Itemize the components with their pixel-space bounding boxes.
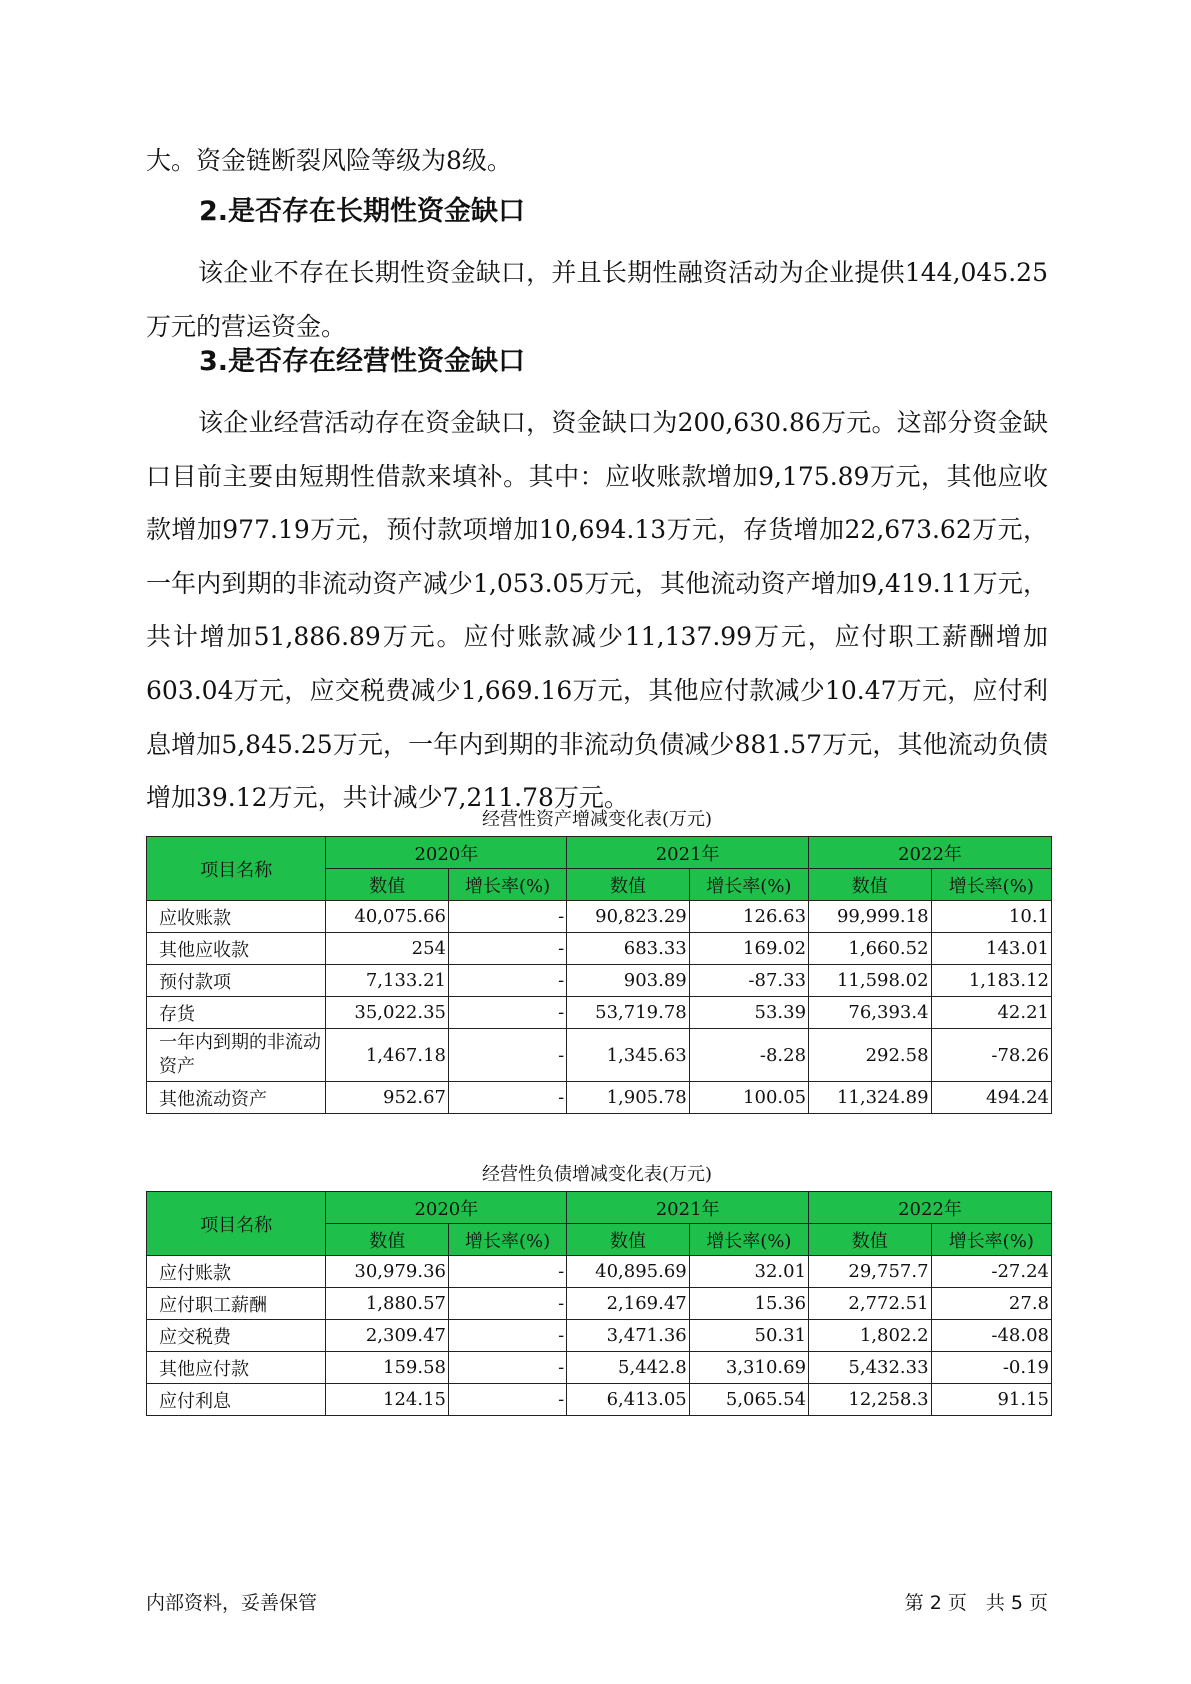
- growth-rate-cell: 91.15: [931, 1384, 1051, 1416]
- growth-rate-cell: 32.01: [689, 1256, 808, 1288]
- growth-rate-cell: 50.31: [689, 1320, 808, 1352]
- value-cell: 7,133.21: [326, 965, 449, 997]
- liability-table-caption: 经营性负债增减变化表(万元): [481, 1164, 713, 1185]
- growth-rate-cell: -: [449, 1384, 567, 1416]
- header-value: 数值: [326, 869, 449, 901]
- value-cell: 1,467.18: [326, 1029, 449, 1082]
- header-value: 数值: [809, 1224, 932, 1256]
- header-growth: 增长率(%): [449, 869, 567, 901]
- header-year: 2021年: [567, 837, 809, 869]
- header-year: 2020年: [326, 1192, 567, 1224]
- growth-rate-cell: 494.24: [931, 1082, 1051, 1114]
- table-row: [147, 933, 1052, 965]
- row-item-name: 一年内到期的非流动资产: [147, 1029, 326, 1082]
- value-cell: 159.58: [326, 1352, 449, 1384]
- footer-confidential-note: 内部资料，妥善保管: [146, 1592, 318, 1614]
- header-item-name: 项目名称: [147, 1192, 326, 1256]
- growth-rate-cell: -27.24: [931, 1256, 1051, 1288]
- value-cell: 40,075.66: [326, 901, 449, 933]
- value-cell: 5,442.8: [567, 1352, 690, 1384]
- header-value: 数值: [809, 869, 932, 901]
- row-item-name: 其他应付款: [147, 1352, 326, 1384]
- row-item-name: 存货: [147, 997, 326, 1029]
- growth-rate-cell: -78.26: [931, 1029, 1051, 1082]
- value-cell: 1,802.2: [809, 1320, 932, 1352]
- value-cell: 99,999.18: [809, 901, 932, 933]
- header-item-name: 项目名称: [147, 837, 326, 901]
- value-cell: 2,309.47: [326, 1320, 449, 1352]
- value-cell: 952.67: [326, 1082, 449, 1114]
- row-item-name: 预付款项: [147, 965, 326, 997]
- growth-rate-cell: -: [449, 997, 567, 1029]
- value-cell: 254: [326, 933, 449, 965]
- value-cell: 124.15: [326, 1384, 449, 1416]
- value-cell: 903.89: [567, 965, 690, 997]
- header-year: 2020年: [326, 837, 567, 869]
- header-growth: 增长率(%): [689, 869, 808, 901]
- growth-rate-cell: 3,310.69: [689, 1352, 808, 1384]
- header-year: 2021年: [567, 1192, 809, 1224]
- table-row: [147, 1320, 1052, 1352]
- value-cell: 35,022.35: [326, 997, 449, 1029]
- table-row: [147, 1256, 1052, 1288]
- growth-rate-cell: -: [449, 901, 567, 933]
- growth-rate-cell: 100.05: [689, 1082, 808, 1114]
- value-cell: 2,169.47: [567, 1288, 690, 1320]
- growth-rate-cell: -: [449, 1288, 567, 1320]
- growth-rate-cell: -: [449, 1082, 567, 1114]
- row-item-name: 应付利息: [147, 1384, 326, 1416]
- row-item-name: 应收账款: [147, 901, 326, 933]
- header-growth: 增长率(%): [931, 869, 1051, 901]
- paragraph-operating-gap: 该企业经营活动存在资金缺口，资金缺口为200,630.86万元。这部分资金缺口目前主要由短期性借款来填补。其中：应收账款增加9,175.89万元，其他应收款增加977.19万元，预付款项增加10,694.13万元，存货增加22,673.62万元，一年内到期的非流动资产减少1,053.05万元，其他流动资产增加9,419.11万元，共计增加51,886.89万元。应付账款减少11,137.99万元，应付职工薪酬增加603.04万元，应交税费减少1,669.16万元，其他应付款减少10.47万元，应付利息增加5,845.25万元，一年内到期的非流动负债减少881.57万元，其他流动负债增加39.12万元，共计减少7,211.78万元。: [146, 408, 1048, 813]
- header-growth: 增长率(%): [931, 1224, 1051, 1256]
- table-header-row: [147, 1192, 1052, 1224]
- table-row: [147, 1288, 1052, 1320]
- row-item-name: 应付账款: [147, 1256, 326, 1288]
- value-cell: 40,895.69: [567, 1256, 690, 1288]
- table-row: [147, 1352, 1052, 1384]
- growth-rate-cell: -0.19: [931, 1352, 1051, 1384]
- value-cell: 29,757.7: [809, 1256, 932, 1288]
- value-cell: 1,880.57: [326, 1288, 449, 1320]
- paragraph-long-term-gap: 该企业不存在长期性资金缺口，并且长期性融资活动为企业提供144,045.25万元的营运资金。: [146, 258, 1048, 341]
- header-value: 数值: [567, 869, 690, 901]
- value-cell: 292.58: [809, 1029, 932, 1082]
- value-cell: 30,979.36: [326, 1256, 449, 1288]
- header-value: 数值: [326, 1224, 449, 1256]
- value-cell: 11,324.89: [809, 1082, 932, 1114]
- value-cell: 1,905.78: [567, 1082, 690, 1114]
- growth-rate-cell: -8.28: [689, 1029, 808, 1082]
- growth-rate-cell: 10.1: [931, 901, 1051, 933]
- header-year: 2022年: [809, 837, 1052, 869]
- growth-rate-cell: -: [449, 933, 567, 965]
- footer-page-number: 第 2 页 共 5 页: [904, 1592, 1048, 1614]
- asset-table-caption: 经营性资产增减变化表(万元): [481, 809, 713, 830]
- value-cell: 11,598.02: [809, 965, 932, 997]
- table-row: [147, 1384, 1052, 1416]
- growth-rate-cell: 143.01: [931, 933, 1051, 965]
- value-cell: 3,471.36: [567, 1320, 690, 1352]
- table-header-row: [147, 837, 1052, 869]
- growth-rate-cell: -: [449, 965, 567, 997]
- growth-rate-cell: -: [449, 1320, 567, 1352]
- growth-rate-cell: 53.39: [689, 997, 808, 1029]
- growth-rate-cell: -: [449, 1352, 567, 1384]
- growth-rate-cell: 169.02: [689, 933, 808, 965]
- header-year: 2022年: [809, 1192, 1052, 1224]
- value-cell: 76,393.4: [809, 997, 932, 1029]
- growth-rate-cell: -: [449, 1029, 567, 1082]
- value-cell: 6,413.05: [567, 1384, 690, 1416]
- growth-rate-cell: 42.21: [931, 997, 1051, 1029]
- asset-change-table: [146, 836, 1052, 1114]
- table-row: [147, 965, 1052, 997]
- liability-change-table: [146, 1191, 1052, 1416]
- header-growth: 增长率(%): [689, 1224, 808, 1256]
- table-row: [147, 901, 1052, 933]
- header-growth: 增长率(%): [449, 1224, 567, 1256]
- header-value: 数值: [567, 1224, 690, 1256]
- value-cell: 90,823.29: [567, 901, 690, 933]
- value-cell: 1,345.63: [567, 1029, 690, 1082]
- row-item-name: 应交税费: [147, 1320, 326, 1352]
- value-cell: 683.33: [567, 933, 690, 965]
- value-cell: 1,660.52: [809, 933, 932, 965]
- section-heading-operating-gap: 3.是否存在经营性资金缺口: [199, 346, 526, 377]
- value-cell: 2,772.51: [809, 1288, 932, 1320]
- section-heading-long-term-gap: 2.是否存在长期性资金缺口: [199, 196, 526, 227]
- paragraph-continuation: 大。资金链断裂风险等级为8级。: [146, 146, 512, 175]
- growth-rate-cell: 1,183.12: [931, 965, 1051, 997]
- growth-rate-cell: 5,065.54: [689, 1384, 808, 1416]
- table-row: [147, 1082, 1052, 1114]
- growth-rate-cell: 126.63: [689, 901, 808, 933]
- table-row: [147, 997, 1052, 1029]
- value-cell: 53,719.78: [567, 997, 690, 1029]
- growth-rate-cell: 27.8: [931, 1288, 1051, 1320]
- table-row: [147, 1029, 1052, 1082]
- value-cell: 12,258.3: [809, 1384, 932, 1416]
- growth-rate-cell: -: [449, 1256, 567, 1288]
- row-item-name: 其他流动资产: [147, 1082, 326, 1114]
- row-item-name: 其他应收款: [147, 933, 326, 965]
- growth-rate-cell: -87.33: [689, 965, 808, 997]
- value-cell: 5,432.33: [809, 1352, 932, 1384]
- growth-rate-cell: -48.08: [931, 1320, 1051, 1352]
- row-item-name: 应付职工薪酬: [147, 1288, 326, 1320]
- growth-rate-cell: 15.36: [689, 1288, 808, 1320]
